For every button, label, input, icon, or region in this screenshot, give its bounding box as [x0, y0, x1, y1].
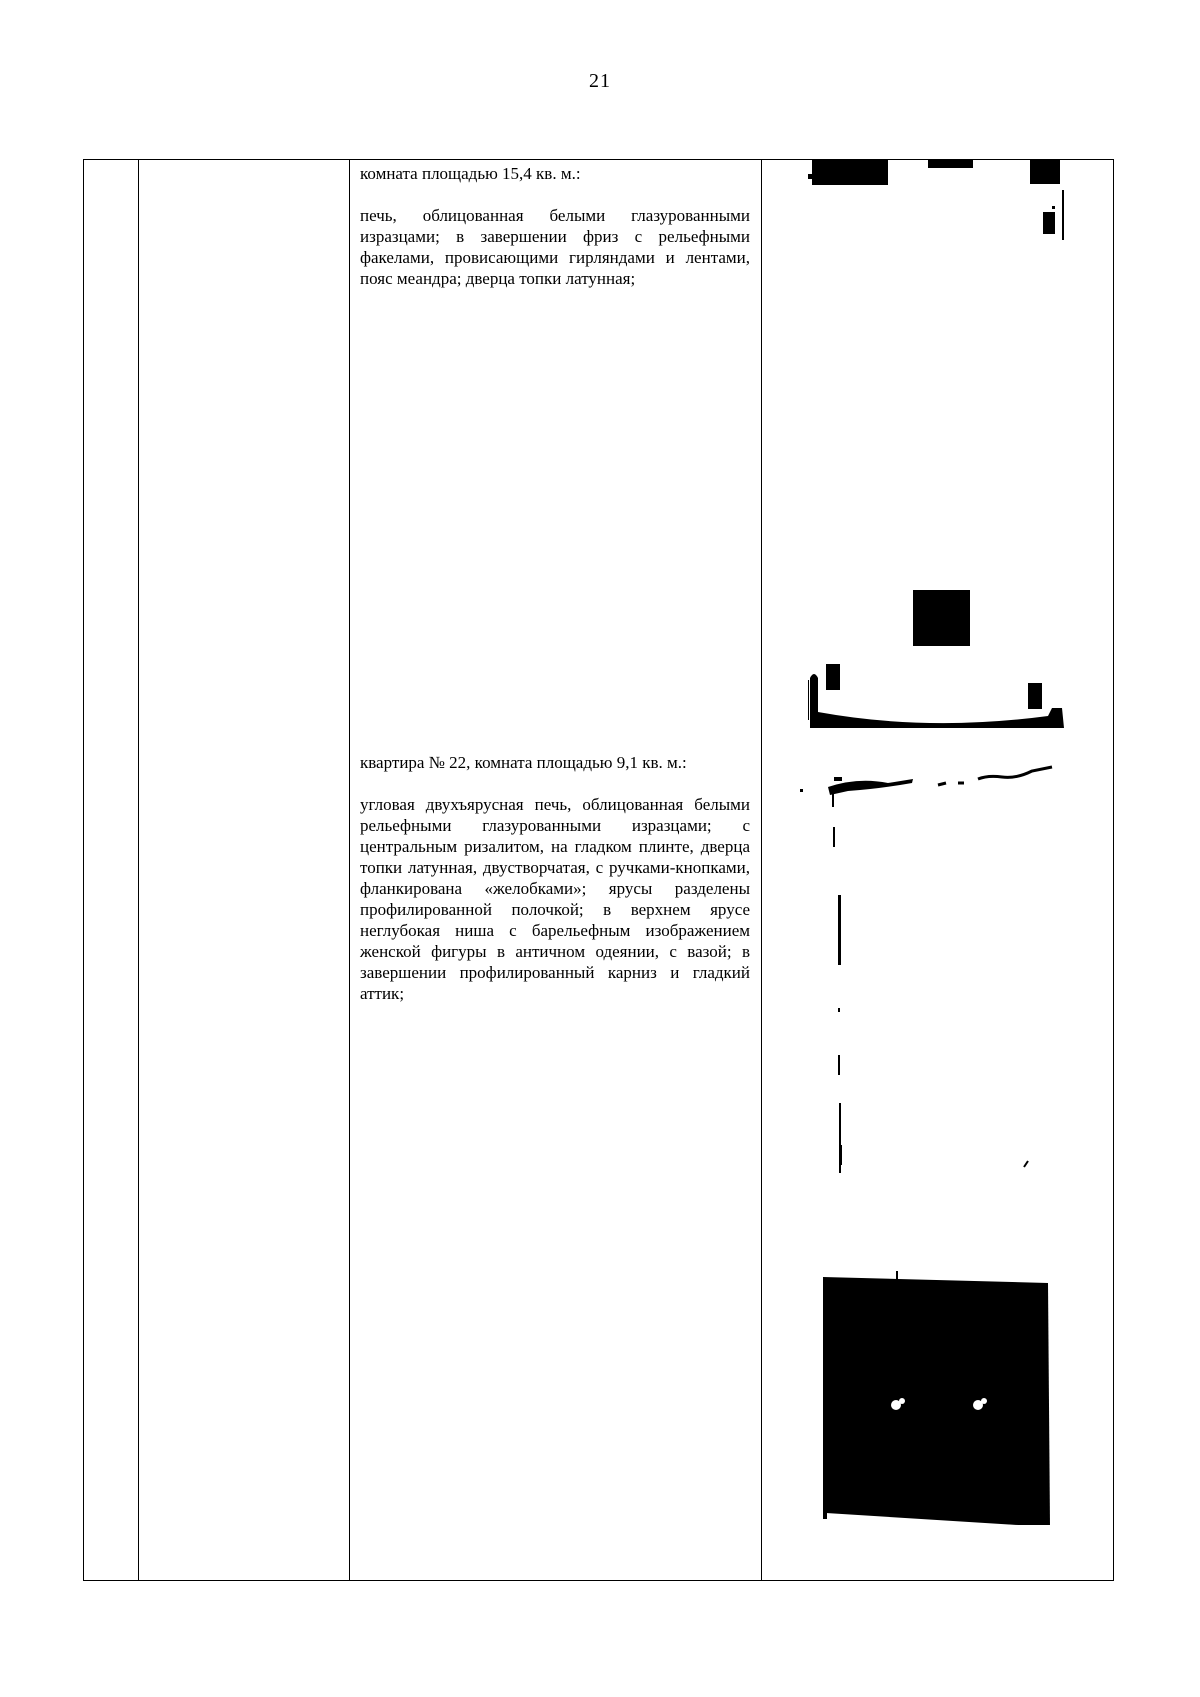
entry-1-heading: комната площадью 15,4 кв. м.:	[360, 164, 581, 183]
column-divider-2	[349, 160, 350, 1580]
entry-1-text	[360, 163, 750, 289]
page-number: 21	[589, 70, 611, 92]
entry-2-text	[360, 752, 750, 1004]
stove-photo-1	[808, 160, 1088, 730]
entry-1-description: печь, облицованная белыми глазурованными изразцами; в завершении фриз с рельефными факелами, провисающими гирляндами и лентами, пояс меандра; дверца топки латунная;	[360, 206, 750, 288]
column-divider-1	[138, 160, 139, 1580]
entry-2-heading: квартира № 22, комната площадью 9,1 кв. м.:	[360, 753, 687, 772]
stove-photo-2	[788, 765, 1088, 1525]
column-divider-3	[761, 160, 762, 1580]
entry-2-description: угловая двухъярусная печь, облицованная белыми рельефными глазурованными изразцами; с центральным ризалитом, на гладком плинте, дверца топки латунная, двустворчатая, с ручками-кнопками, фланкирована «желобками»; ярусы разделены профилированной полочкой; в верхнем ярусе неглубокая ниша с барельефным изображением женской фигуры в античном одеянии, с вазой; в завершении профилированный карниз и гладкий аттик;	[360, 795, 750, 1003]
